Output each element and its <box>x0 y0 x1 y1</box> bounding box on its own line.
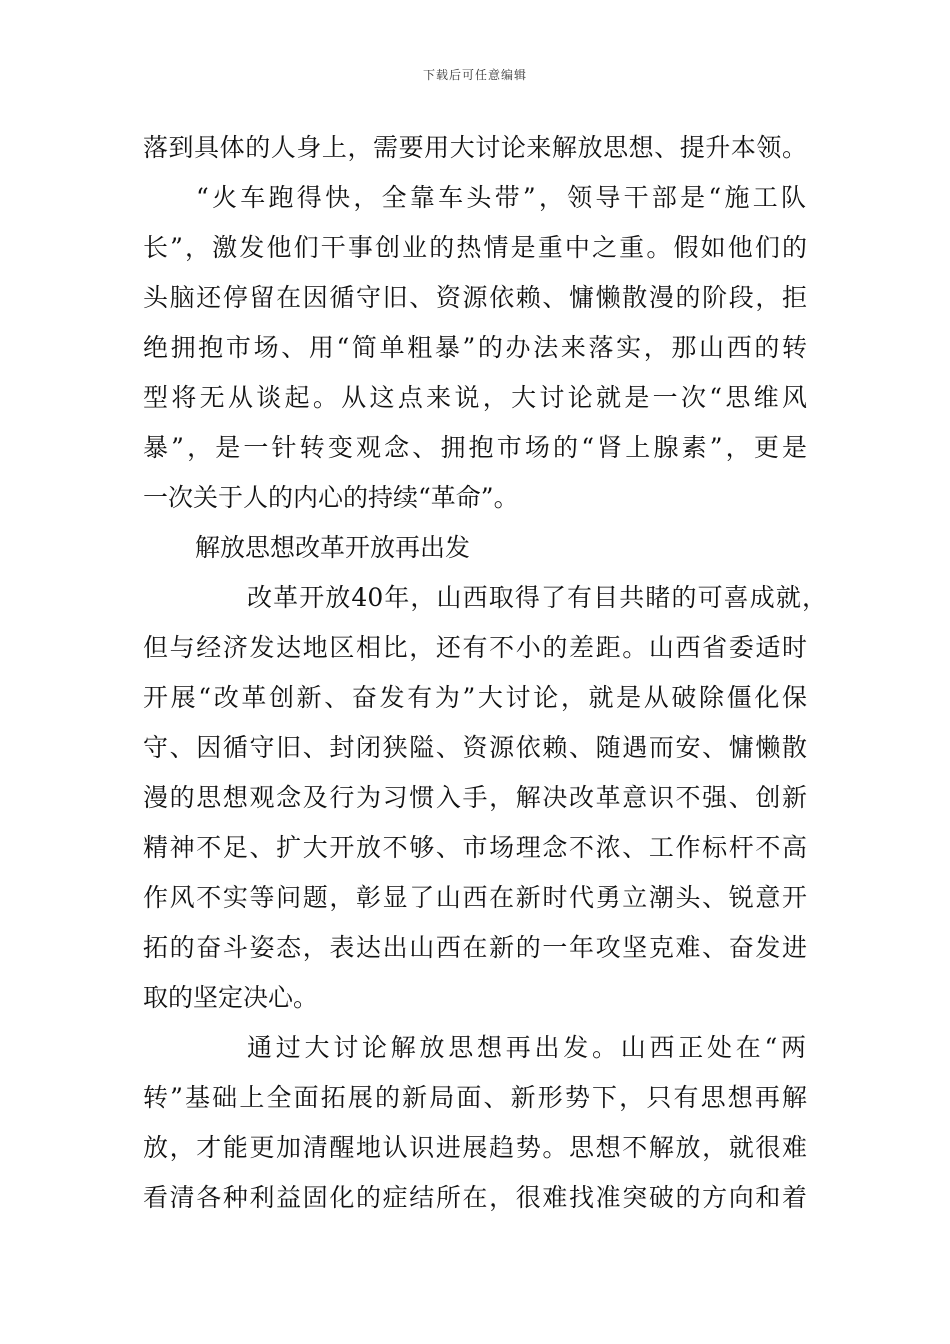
text-line: 开展“改革创新、奋发有为”大讨论，就是从破除僵化保 <box>143 683 807 712</box>
text-line: 作风不实等问题，彰显了山西在新时代勇立潮头、锐意开 <box>143 883 807 912</box>
text-line: 长”，激发他们干事创业的热情是重中之重。假如他们的 <box>143 233 807 262</box>
text-line: 看清各种利益固化的症结所在，很难找准突破的方向和着 <box>143 1183 807 1212</box>
text-line: 拓的奋斗姿态，表达出山西在新的一年攻坚克难、奋发进 <box>143 933 807 962</box>
text-line: 转”基础上全面拓展的新局面、新形势下，只有思想再解 <box>143 1083 807 1112</box>
text-line: 取的坚定决心。 <box>143 983 319 1012</box>
text-line: 一次关于人的内心的持续“革命”。 <box>143 483 519 512</box>
section-heading: 解放思想改革开放再出发 <box>195 533 471 562</box>
text-line: 但与经济发达地区相比，还有不小的差距。山西省委适时 <box>143 633 807 662</box>
text-line: 暴”，是一针转变观念、拥抱市场的“肾上腺素”，更是 <box>143 433 807 462</box>
text-line: 落到具体的人身上，需要用大讨论来解放思想、提升本领。 <box>143 133 807 162</box>
text-line: 精神不足、扩大开放不够、市场理念不浓、工作标杆不高 <box>143 833 807 862</box>
text-line: 漫的思想观念及行为习惯入手，解决改革意识不强、创新 <box>143 783 807 812</box>
text-line: 放，才能更加清醒地认识进展趋势。思想不解放，就很难 <box>143 1133 807 1162</box>
text-line: “火车跑得快，全靠车头带”，领导干部是“施工队 <box>196 183 806 212</box>
text-line: 守、因循守旧、封闭狭隘、资源依赖、随遇而安、慵懒散 <box>143 733 807 762</box>
text-line: 通过大讨论解放思想再出发。山西正处在“两 <box>247 1033 806 1062</box>
text-line: 型将无从谈起。从这点来说，大讨论就是一次“思维风 <box>143 383 807 412</box>
header-note: 下载后可任意编辑 <box>422 68 527 82</box>
text-line: 改革开放40年，山西取得了有目共睹的可喜成就， <box>247 583 827 612</box>
text-line: 绝拥抱市场、用“简单粗暴”的办法来落实，那山西的转 <box>143 333 807 362</box>
text-line: 头脑还停留在因循守旧、资源依赖、慵懒散漫的阶段，拒 <box>143 283 807 312</box>
